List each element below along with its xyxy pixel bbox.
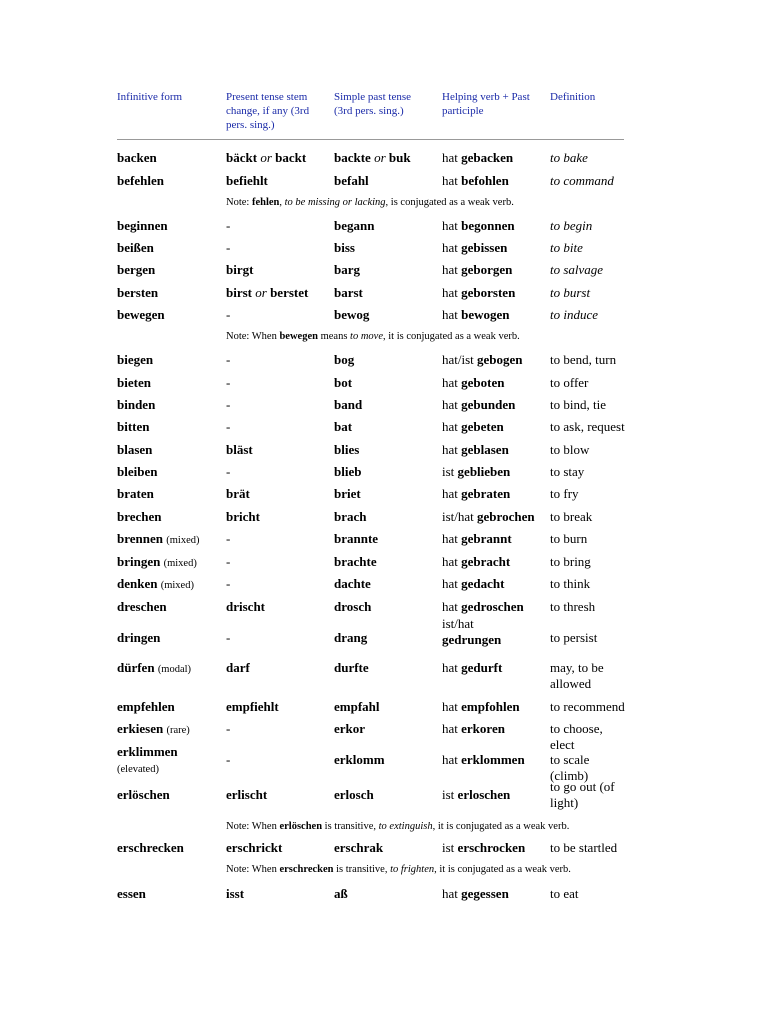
participle-cell [442,531,548,547]
participle-cell [442,576,548,592]
infinitive-cell [117,744,223,778]
infinitive: bitten [117,419,150,434]
helping-verb: hat [442,173,462,188]
present-cell: bläst [226,442,253,457]
definition: to begin [550,218,593,233]
participle-cell [442,699,548,715]
past-cell: backte or buk [334,150,411,165]
past-participle: gebogen [477,352,523,367]
definition-cell [550,285,626,301]
infinitive-cell [117,509,223,525]
definition: to scale (climb) [550,752,590,783]
helping-verb: hat [442,375,462,390]
definition-cell [550,442,626,458]
present-cell: birst or berstet [226,285,309,300]
definition-cell [550,779,626,811]
helping-verb: hat [442,240,462,255]
present-cell: bricht [226,509,260,524]
infinitive: bringen [117,554,161,569]
present-cell: brät [226,486,250,501]
infinitive: essen [117,886,146,901]
definition: to bake [550,150,588,165]
infinitive-cell [117,307,223,323]
past-participle: geblasen [461,442,509,457]
past-participle: gebissen [461,240,508,255]
past-participle: erkoren [461,721,505,736]
infinitive: befehlen [117,173,164,188]
definition-cell [550,599,626,615]
verb-tag: (rare) [166,725,190,736]
header-past: Simple past tense (3rd pers. sing.) [334,91,411,117]
past-cell: blies [334,442,360,457]
definition-cell [550,240,626,256]
definition: to stay [550,464,585,479]
past-participle: gebacken [461,150,514,165]
verb-tag: (elevated) [117,764,159,775]
header-participle: Helping verb + Past participle [442,91,530,117]
present-cell: - [226,375,231,390]
past-cell: brannte [334,531,379,546]
definition: to burn [550,531,588,546]
helping-verb: hat [442,599,462,614]
participle-cell [442,787,548,803]
participle-cell: ist/hat gedrungen [442,616,502,647]
definition: to bring [550,554,591,569]
participle-cell [442,886,548,902]
definition-cell [550,218,626,234]
infinitive: erklimmen [117,744,178,759]
infinitive: brechen [117,509,162,524]
header-definition: Definition [550,91,596,103]
definition-cell [550,419,626,435]
infinitive: bersten [117,285,159,300]
participle-cell [442,840,548,856]
definition-cell [550,150,626,166]
infinitive-cell [117,840,223,856]
present-cell: - [226,352,231,367]
helping-verb: hat [442,886,462,901]
infinitive-cell [117,218,223,234]
definition: to think [550,576,591,591]
past-cell: befahl [334,173,369,188]
helping-verb: ist [442,840,458,855]
helping-verb: hat [442,262,462,277]
infinitive: biegen [117,352,154,367]
past-participle: erklommen [461,752,525,767]
infinitive-cell [117,660,223,678]
past-participle: bewogen [461,307,510,322]
present-cell: empfiehlt [226,699,279,714]
past-cell: brach [334,509,367,524]
present-cell: - [226,531,231,546]
infinitive: bieten [117,375,151,390]
past-cell: barst [334,285,363,300]
past-cell: drosch [334,599,372,614]
past-cell: briet [334,486,361,501]
definition-cell [550,352,626,368]
past-participle: geborsten [461,285,516,300]
definition: to persist [550,630,598,645]
past-participle: gebracht [461,554,511,569]
past-participle: geborgen [461,262,513,277]
helping-verb: hat [442,699,462,714]
past-participle: gedroschen [461,599,524,614]
infinitive: beißen [117,240,154,255]
infinitive-cell [117,554,223,572]
infinitive-cell [117,442,223,458]
infinitive-cell [117,173,223,189]
participle-cell [442,397,548,413]
past-cell: biss [334,240,355,255]
infinitive: denken [117,576,158,591]
past-cell: bog [334,352,355,367]
participle-cell [442,285,548,301]
infinitive: bleiben [117,464,158,479]
verb-note: Note: When erlöschen is transitive, to extinguish, it is conjugated as a weak verb. [226,821,570,832]
header-infinitive: Infinitive form [117,91,183,103]
past-cell: erlosch [334,787,374,802]
definition-cell [550,397,626,413]
past-cell: drang [334,630,368,645]
definition: to offer [550,375,589,390]
past-participle: gedrungen [442,632,502,647]
infinitive: backen [117,150,157,165]
definition: to be startled [550,840,618,855]
helping-verb: hat [442,150,462,165]
infinitive-cell [117,486,223,502]
present-cell: - [226,554,231,569]
participle-cell [442,752,548,768]
verb-tag: (modal) [157,664,192,675]
infinitive-cell [117,531,223,549]
participle-cell [442,464,548,480]
participle-cell [442,173,548,189]
definition-cell [550,262,626,278]
participle-cell [442,442,548,458]
definition-cell [550,630,626,646]
helping-verb: ist/hat [442,509,478,524]
helping-verb: hat [442,576,462,591]
definition-cell [550,554,626,570]
definition: to burst [550,285,591,300]
participle-cell [442,375,548,391]
infinitive: empfehlen [117,699,175,714]
header-present: Present tense stem change, if any (3rd pers. sing.) [226,91,310,131]
helping-verb: ist [442,787,458,802]
helping-verb: hat [442,486,462,501]
past-cell: barg [334,262,360,277]
definition: to command [550,173,614,188]
infinitive: erkiesen [117,721,164,736]
definition: may, to be allowed [550,660,604,691]
past-cell: bewog [334,307,370,322]
past-cell: begann [334,218,375,233]
infinitive-cell [117,397,223,413]
infinitive-cell [117,599,223,615]
past-participle: geblieben [457,464,511,479]
past-participle: befohlen [461,173,509,188]
definition: to go out (of light) [550,779,615,810]
present-cell: - [226,464,231,479]
infinitive-cell [117,787,223,803]
definition: to choose, elect [550,721,603,752]
infinitive: binden [117,397,156,412]
definition: to bend, turn [550,352,617,367]
infinitive-cell [117,375,223,391]
infinitive: dürfen [117,660,155,675]
present-cell: darf [226,660,250,675]
infinitive-cell [117,699,223,715]
helping-verb: hat [442,285,462,300]
infinitive: brennen [117,531,163,546]
infinitive: dreschen [117,599,167,614]
helping-verb: hat [442,554,462,569]
participle-cell [442,218,548,234]
present-cell: drischt [226,599,265,614]
infinitive-cell [117,240,223,256]
infinitive: dringen [117,630,161,645]
past-participle: gebunden [461,397,516,412]
definition: to induce [550,307,599,322]
participle-cell [442,599,548,615]
helping-verb: hat [442,307,462,322]
infinitive-cell [117,150,223,166]
infinitive-cell [117,886,223,902]
past-participle: begonnen [461,218,515,233]
header-divider [117,139,624,140]
present-cell: birgt [226,262,254,277]
past-cell: bot [334,375,353,390]
present-cell: - [226,721,231,736]
present-cell: - [226,240,231,255]
definition-cell [550,307,626,323]
past-cell: erkor [334,721,366,736]
past-participle: empfohlen [461,699,520,714]
infinitive: braten [117,486,154,501]
past-cell: blieb [334,464,362,479]
infinitive-cell [117,262,223,278]
infinitive-cell [117,630,223,646]
helping-verb: hat [442,218,462,233]
past-participle: gedurft [461,660,503,675]
infinitive-cell [117,352,223,368]
past-participle: gebraten [461,486,511,501]
definition: to bind, tie [550,397,606,412]
helping-verb: hat [442,397,462,412]
definition: to blow [550,442,590,457]
definition: to recommend [550,699,625,714]
definition-cell [550,464,626,480]
helping-verb: hat/ist [442,352,478,367]
definition-cell [550,509,626,525]
past-cell: aß [334,886,348,901]
infinitive: erlöschen [117,787,170,802]
infinitive: beginnen [117,218,168,233]
definition: to thresh [550,599,596,614]
present-cell: - [226,630,231,645]
past-participle: erloschen [457,787,511,802]
definition-cell [550,486,626,502]
helping-verb: ist [442,464,458,479]
definition: to ask, request [550,419,625,434]
past-cell: bat [334,419,353,434]
definition-cell [550,576,626,592]
definition-cell [550,886,626,902]
past-participle: gebrochen [477,509,535,524]
infinitive-cell [117,285,223,301]
past-participle: gegessen [461,886,509,901]
past-cell: durfte [334,660,369,675]
infinitive: blasen [117,442,153,457]
past-participle: erschrocken [457,840,526,855]
definition-cell [550,660,626,692]
participle-cell [442,262,548,278]
participle-cell [442,721,548,737]
present-cell: - [226,576,231,591]
participle-cell [442,660,548,676]
helping-verb: hat [442,660,462,675]
infinitive-cell [117,576,223,594]
infinitive: erschrecken [117,840,184,855]
present-cell: - [226,218,231,233]
helping-verb: hat [442,721,462,736]
verb-note: Note: When bewegen means to move, it is conjugated as a weak verb. [226,331,520,342]
past-cell: erklomm [334,752,385,767]
infinitive-cell [117,464,223,480]
infinitive: bergen [117,262,156,277]
definition: to eat [550,886,579,901]
definition-cell [550,721,626,753]
past-cell: erschrak [334,840,384,855]
present-cell: bäckt or backt [226,150,307,165]
infinitive-cell [117,419,223,435]
participle-cell [442,486,548,502]
present-cell: erschrickt [226,840,283,855]
participle-cell [442,554,548,570]
past-participle: gebeten [461,419,504,434]
present-cell: - [226,752,231,767]
participle-cell [442,352,548,368]
definition: to fry [550,486,579,501]
past-cell: band [334,397,363,412]
past-cell: brachte [334,554,377,569]
past-cell: dachte [334,576,371,591]
verb-note: Note: fehlen, to be missing or lacking, is conjugated as a weak verb. [226,197,514,208]
definition: to bite [550,240,583,255]
present-cell: - [226,419,231,434]
definition-cell [550,375,626,391]
helping-verb: hat [442,442,462,457]
definition-cell [550,840,626,856]
infinitive-cell [117,721,223,739]
verb-note: Note: When erschrecken is transitive, to frighten, it is conjugated as a weak verb. [226,864,571,875]
participle-cell [442,240,548,256]
participle-cell [442,307,548,323]
participle-cell [442,419,548,435]
helping-verb: hat [442,531,462,546]
past-participle: gedacht [461,576,505,591]
definition-cell [550,173,626,189]
definition-cell [550,531,626,547]
present-cell: - [226,397,231,412]
helping-verb: hat [442,752,462,767]
past-cell: empfahl [334,699,380,714]
verb-tag: (mixed) [160,580,194,591]
definition: to salvage [550,262,604,277]
participle-cell [442,150,548,166]
helping-verb: hat [442,419,462,434]
past-participle: gebrannt [461,531,512,546]
definition: to break [550,509,593,524]
infinitive: bewegen [117,307,165,322]
participle-cell [442,509,548,525]
verb-tag: (mixed) [163,558,197,569]
past-participle: geboten [461,375,505,390]
present-cell: - [226,307,231,322]
present-cell: erlischt [226,787,268,802]
verb-tag: (mixed) [166,535,200,546]
definition-cell [550,699,626,715]
present-cell: befiehlt [226,173,268,188]
present-cell: isst [226,886,245,901]
